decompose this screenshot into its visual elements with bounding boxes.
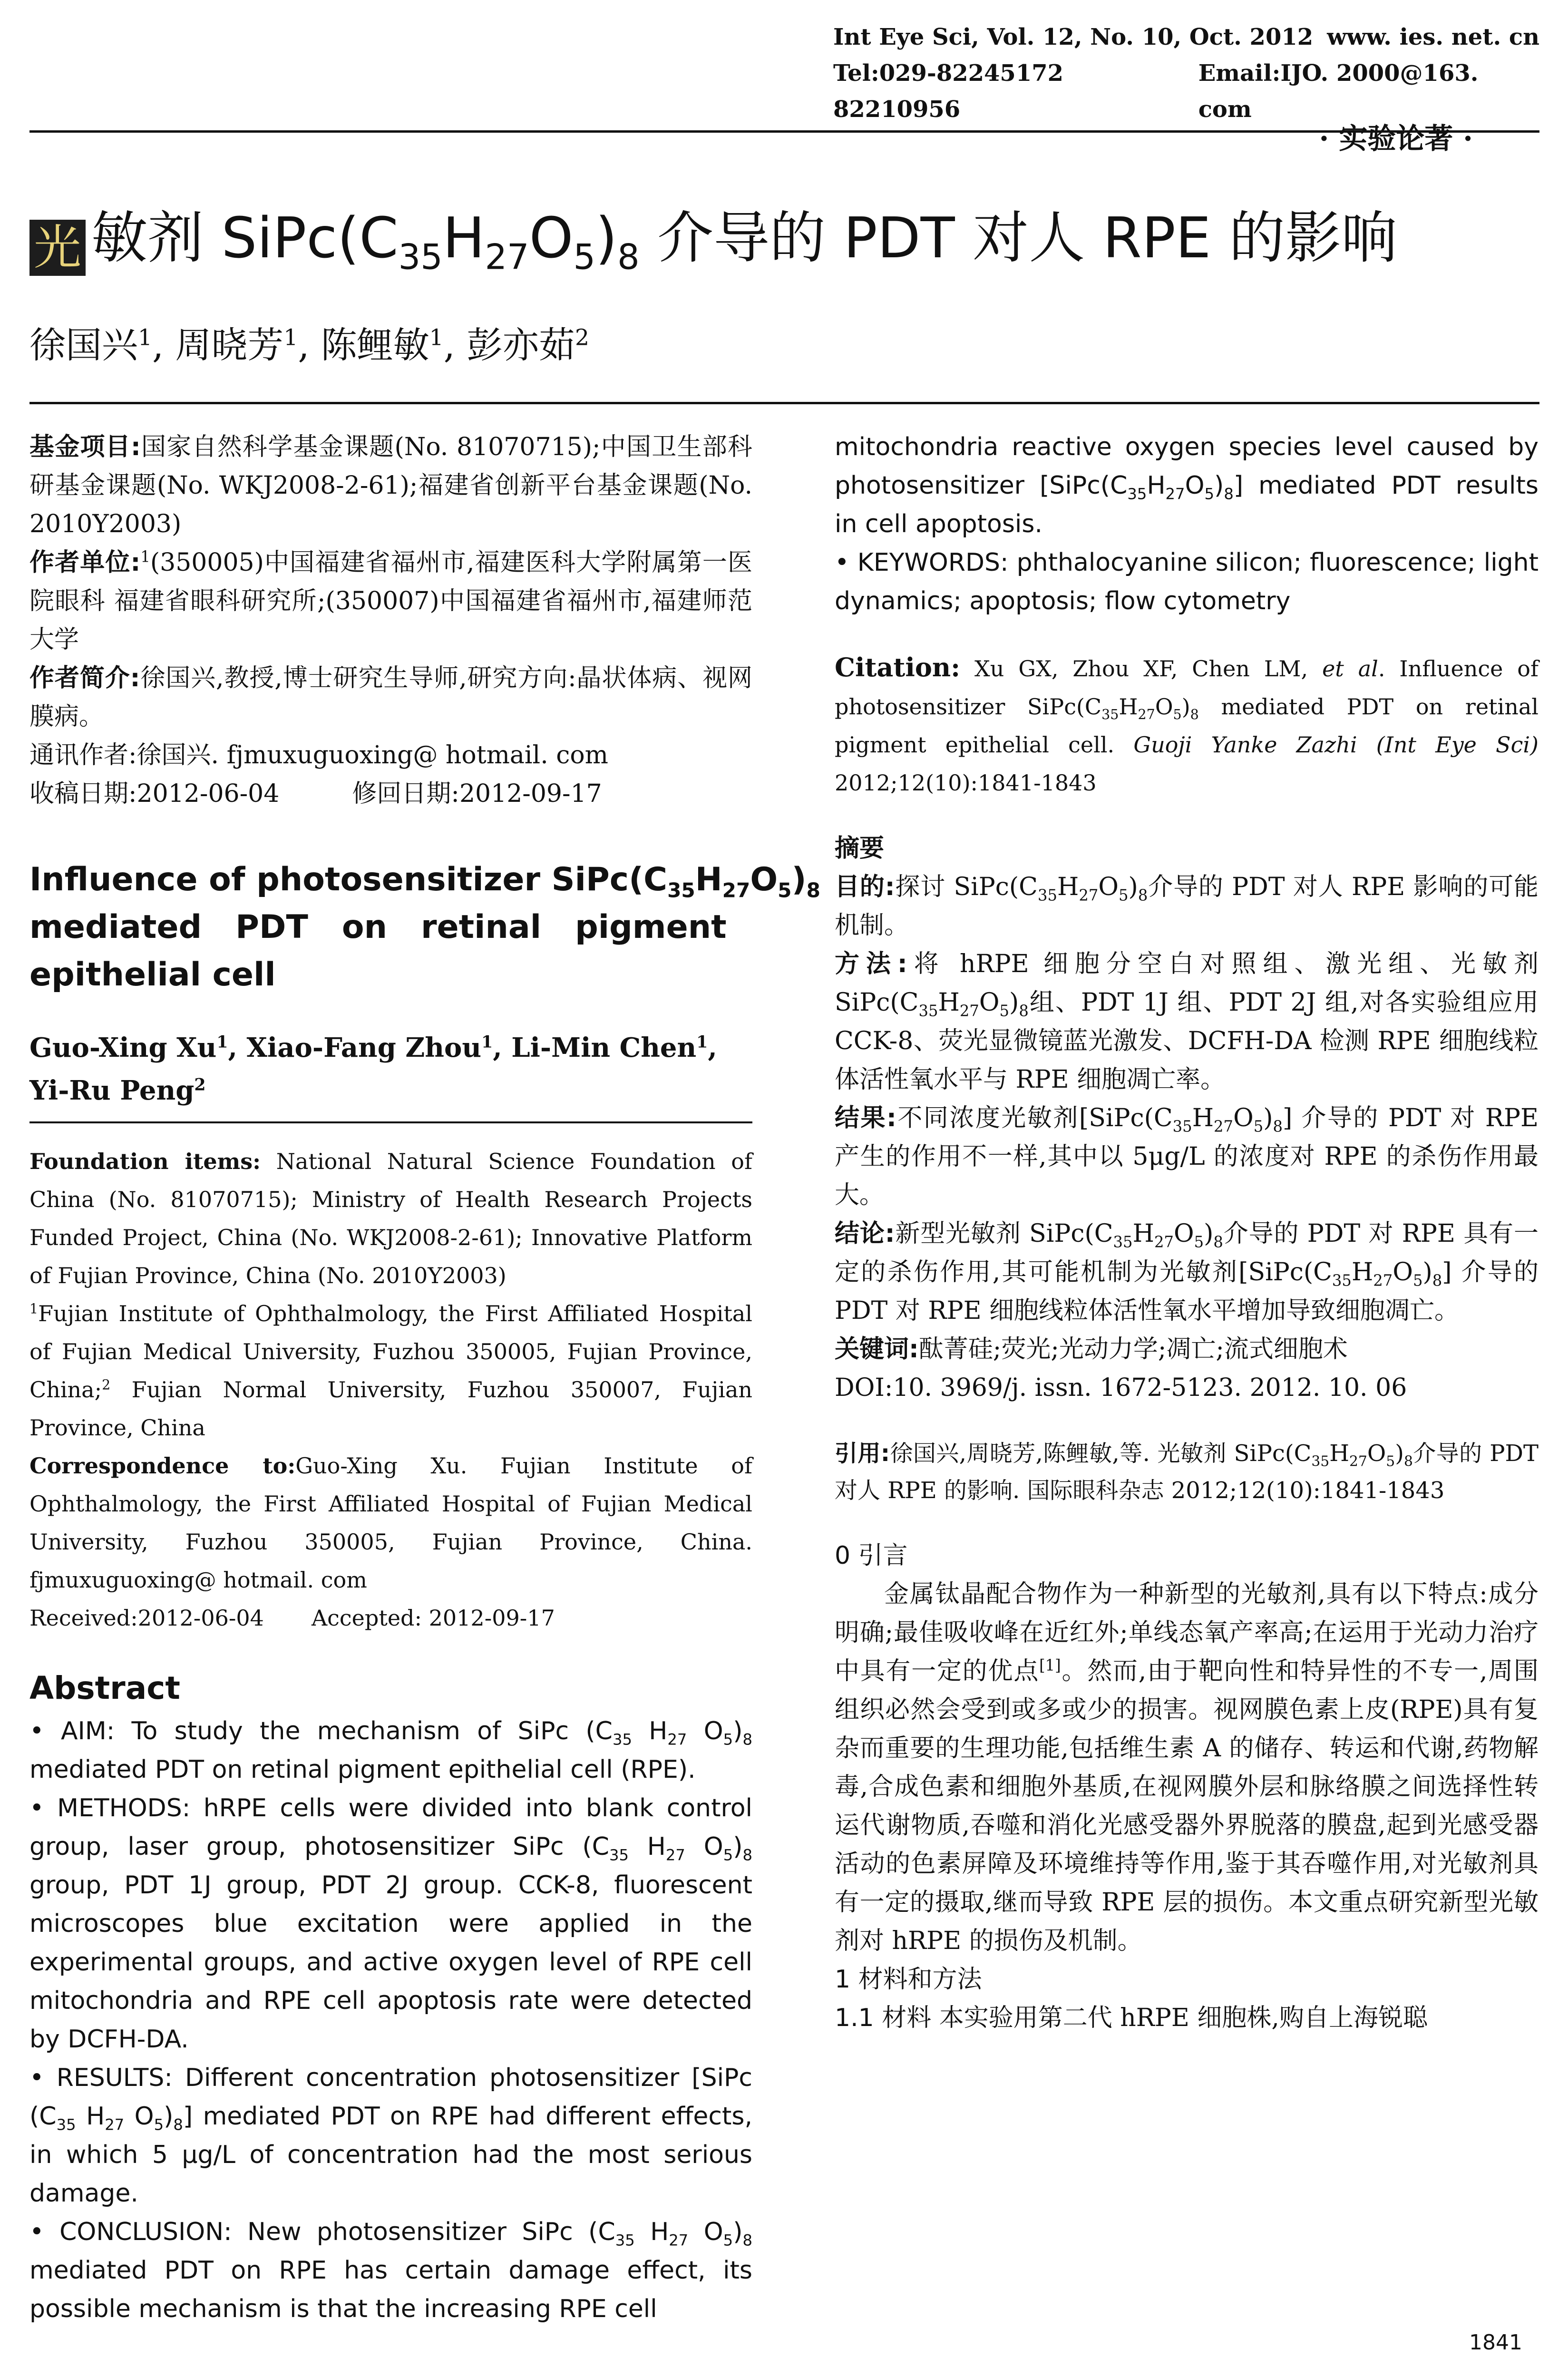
title-rule <box>29 402 1539 404</box>
abstract-methods: • METHODS: hRPE cells were divided into blank control group, laser group, photosensitizer SiPc ($C_{35}$ $H_{27}$ $O_5)_8$ group, PDT 1J group, PDT 2J group. CCK-8, fluorescent microscopes blue excitation were applied in the experimental groups, and active oxygen level of RPE cell mitochondria and RPE cell apoptosis rate were detected by DCFH-DA. <box>29 1794 753 2054</box>
cn-abstract-conclusion: 结论:新型光敏剂 $SiPc(C_{35}H_{27}O_5)_8$介导的 PDT 对 RPE 具有一定的杀伤作用,其可能机制为光敏剂$[SiPc(C_{35}H_{27}O_5)_8]$ 介导的 PDT 对 RPE 细胞线粒体活性氧水平增加导致细胞凋亡。 <box>835 1219 1539 1325</box>
author-name: 彭亦茹 <box>466 324 575 366</box>
right-column <box>835 428 1539 2037</box>
abstract-aim: • AIM: To study the mechanism of SiPc ($C_{35}$ $H_{27}$ $O_5)_8$ mediated PDT on retinal pigment epithelial cell (RPE). <box>29 1717 752 1784</box>
correspondence-en: Correspondence to:Guo-Xing Xu. Fujian Institute of Ophthalmology, the First Affiliated Hospital of Fujian Medical University, Fuzhou 350005, Fujian Province, China. fjmuxuguoxing@ hotmail. com <box>29 1453 752 1593</box>
author-name: 陈鲤敏 <box>321 324 429 366</box>
corresponding-author-cn: 通讯作者:徐国兴. fjmuxuguoxing@ hotmail. com <box>29 741 608 770</box>
foundation-items: Foundation items: National Natural Science Foundation of China (No. 81070715); Ministry of Health Research Projects Funded Project, China (No. WKJ2008-2-61); Innovative Platform of Fujian Province, China (No. 2010Y2003) <box>29 1149 752 1288</box>
fund-info: 基金项目:国家自然科学基金课题(No. 81070715);中国卫生部科研基金课题(No. WKJ2008-2-61);福建省创新平台基金课题(No. 2010Y2003) <box>29 433 753 538</box>
author-bio: 作者简介:徐国兴,教授,博士研究生导师,研究方向:晶状体病、视网膜病。 <box>29 664 752 731</box>
article-title: 光 敏剂 $SiPc(C_{35}H_{27}O_5)_8$ 介导的 PDT 对人 RPE 的影响 <box>29 200 1539 276</box>
cn-abstract-result: 结果:不同浓度光敏剂$[SiPc(C_{35}H_{27}O_5)_8]$ 介导的 PDT 对 RPE 产生的作用不一样,其中以 5μg/L 的浓度对 RPE 的杀伤作用最大。 <box>835 1104 1539 1209</box>
page-number: 1841 <box>1469 2330 1522 2355</box>
author-name: 周晓芳 <box>175 324 284 366</box>
journal-tel: Tel:029-82245172 82210956 <box>833 60 1064 123</box>
left-column <box>29 428 820 2328</box>
section-heading-intro: 0 引言 <box>835 1541 908 1570</box>
title-first-char: 光 <box>29 220 86 276</box>
cn-abstract-purpose: 目的:探讨 $SiPc(C_{35}H_{27}O_5)_8$介导的 PDT 对人 RPE 影响的可能机制。 <box>835 873 1539 940</box>
doi[interactable]: DOI:10. 3969/j. issn. 1672-5123. 2012. 10. 06 <box>835 1374 1407 1402</box>
cn-abstract-heading: 摘要 <box>835 834 885 863</box>
author-list: 徐国兴$^1$, 周晓芳$^1$, 陈鲤敏$^1$, 彭亦茹$^2$ <box>29 324 589 366</box>
keywords-en: • KEYWORDS: phthalocyanine silicon; fluorescence; light dynamics; apoptosis; flow cytometry <box>835 548 1539 615</box>
author-affiliation-cn: 作者单位:$^1$(350005)中国福建省福州市,福建医科大学附属第一医院眼科 福建省眼科研究所;(350007)中国福建省福州市,福建师范大学 <box>29 547 753 654</box>
cn-abstract-method: 方法:将 hRPE 细胞分空白对照组、激光组、光敏剂 $SiPc(C_{35}H_{27}O_5)_8$组、PDT 1J 组、PDT 2J 组,对各实验组应用 CCK-8、荧光显微镜蓝光激发、DCFH-DA 检测 RPE 细胞线粒体活性氧水平与 RPE 细胞凋亡率。 <box>835 950 1539 1094</box>
affiliations-en: $^1$Fujian Institute of Ophthalmology, the First Affiliated Hospital of Fujian Medical University, Fuzhou 350005, Fujian Province, China;$^2$ Fujian Normal University, Fuzhou 350007, Fujian Province, China <box>29 1301 752 1441</box>
abstract-results: • RESULTS: Different concentration photosensitizer [SiPc ($C_{35}$ $H_{27}$ $O_5)_8$] mediated PDT on RPE had different effects, in which 5 μg/L of concentration had the most serious damage. <box>29 2064 752 2208</box>
dates-cn: 收稿日期:2012-06-04 修回日期:2012-09-17 <box>29 779 602 808</box>
journal-website[interactable]: www. ies. net. cn <box>1327 24 1539 50</box>
journal-email[interactable]: Email:IJO. 2000@163. com <box>1198 60 1479 123</box>
journal-info: Int Eye Sci, Vol. 12, No. 10, Oct. 2012 <box>833 24 1314 50</box>
materials-paragraph: 1.1 材料 本实验用第二代 hRPE 细胞株,购自上海锐聪 <box>835 2004 1428 2032</box>
author-name: 徐国兴 <box>29 324 138 366</box>
english-title: Influence of photosensitizer $SiPc(C_{35}H_{27}O_5)_8$ mediated PDT on retinal pigment epithelial cell <box>29 861 820 994</box>
cn-keywords: 关键词:酞菁硅;荧光;光动力学;凋亡;流式细胞术 <box>835 1335 1348 1364</box>
abstract-heading: Abstract <box>29 1670 180 1706</box>
abstract-conclusion: • CONCLUSION: New photosensitizer SiPc ($C_{35}$ $H_{27}$ $O_5)_8$ mediated PDT on RPE has certain damage effect, its possible mechanism is that the increasing RPE cell <box>29 2218 752 2323</box>
intro-paragraph: 金属钛晶配合物作为一种新型的光敏剂,具有以下特点:成分明确;最佳吸收峰在近红外;单线态氧产率高;在运用于光动力治疗中具有一定的优点[1]。然而,由于靶向性和特异性的不专一,周围组织必然会受到或多或少的损害。视网膜色素上皮(RPE)具有复杂而重要的生理功能,包括维生素 A 的储存、转运和代谢,药物解毒,合成色素和细胞外基质,在视网膜外层和脉络膜之间选择性转运代谢物质,吞噬和消化光感受器外界脱落的膜盘,起到光感受器活动的色素屏障及环境维持等作用,鉴于其吞噬作用,对光敏剂具有一定的摄取,继而导致 RPE 层的损伤。本文重点研究新型光敏剂对 hRPE 的损伤及机制。 <box>835 1580 1539 1955</box>
english-block-rule <box>29 1121 752 1123</box>
section-label: · 实验论著 · <box>1319 122 1473 156</box>
abstract-conclusion-continued: mitochondria reactive oxygen species level caused by photosensitizer $[SiPc(C_{35}H_{27}O_5)_8]$ mediated PDT results in cell apoptosis. <box>835 433 1539 538</box>
citation-cn: 引用:徐国兴,周晓芳,陈鲤敏,等. 光敏剂 $SiPc(C_{35}H_{27}O_5)_8$介导的 PDT 对人 RPE 的影响. 国际眼科杂志 2012;12(10):1841-1843 <box>835 1440 1539 1504</box>
dates-en: Received:2012-06-04 Accepted: 2012-09-17 <box>29 1605 555 1631</box>
header-rule <box>29 130 1539 133</box>
section-heading-methods: 1 材料和方法 <box>835 1965 982 1994</box>
citation-en: Citation: Xu GX, Zhou XF, Chen LM, et al. Influence of photosensitizer $SiPc(C_{35}H_{27}O_5)_8$ mediated PDT on retinal pigment epithelial cell. Guoji Yanke Zazhi (Int Eye Sci) 2012;12(10):1841-1843 <box>835 652 1539 796</box>
running-header <box>29 19 1539 133</box>
english-authors: Guo-Xing Xu$^1$, Xiao-Fang Zhou$^1$, Li-Min Chen$^1$, Yi-Ru Peng$^2$ <box>29 1032 717 1106</box>
